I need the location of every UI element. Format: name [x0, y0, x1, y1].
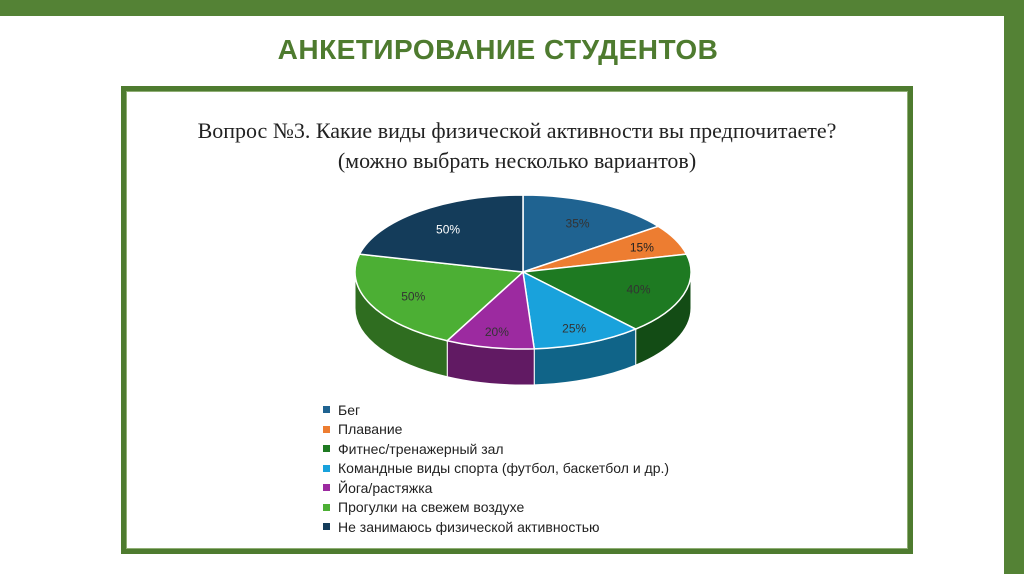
legend-item — [323, 400, 669, 420]
legend-label: Йога/растяжка — [338, 479, 433, 496]
legend-item — [323, 498, 669, 518]
legend-swatch — [323, 523, 330, 530]
chart-title: Вопрос №3. Какие виды физической активности вы предпочитаете? (можно выбрать несколько вариантов) — [197, 118, 837, 173]
chart-area — [126, 91, 908, 549]
legend-label: Плавание — [338, 421, 403, 438]
legend-label: Командные виды спорта (футбол, баскетбол и др.) — [338, 460, 670, 477]
chart-legend — [323, 400, 669, 537]
pie-data-label-5: 50% — [401, 289, 426, 304]
legend-swatch — [323, 445, 330, 452]
pie-data-label-4: 20% — [484, 324, 509, 339]
slide-title: АНКЕТИРОВАНИЕ СТУДЕНТОВ — [277, 34, 719, 65]
legend-label: Бег — [338, 401, 361, 418]
chart-frame — [121, 86, 913, 554]
legend-item — [323, 517, 669, 537]
pie-data-label-0: 35% — [565, 216, 590, 231]
legend-swatch — [323, 406, 330, 413]
pie-data-label-1: 15% — [629, 240, 654, 255]
legend-swatch — [323, 465, 330, 472]
pie-data-label-3: 25% — [562, 321, 587, 336]
top-accent-bar — [0, 0, 1024, 16]
pie-data-label-2: 40% — [626, 282, 651, 297]
right-accent-bar — [1004, 16, 1024, 574]
legend-item — [323, 459, 669, 479]
pie-slices — [355, 195, 691, 349]
pie-data-label-6: 50% — [436, 222, 461, 237]
legend-label: Прогулки на свежем воздухе — [338, 499, 525, 516]
legend-item — [323, 439, 669, 459]
legend-item — [323, 420, 669, 440]
legend-swatch — [323, 504, 330, 511]
legend-label: Фитнес/тренажерный зал — [338, 440, 504, 457]
legend-label: Не занимаюсь физической активностью — [338, 518, 600, 535]
legend-swatch — [323, 484, 330, 491]
legend-item — [323, 478, 669, 498]
legend-swatch — [323, 426, 330, 433]
